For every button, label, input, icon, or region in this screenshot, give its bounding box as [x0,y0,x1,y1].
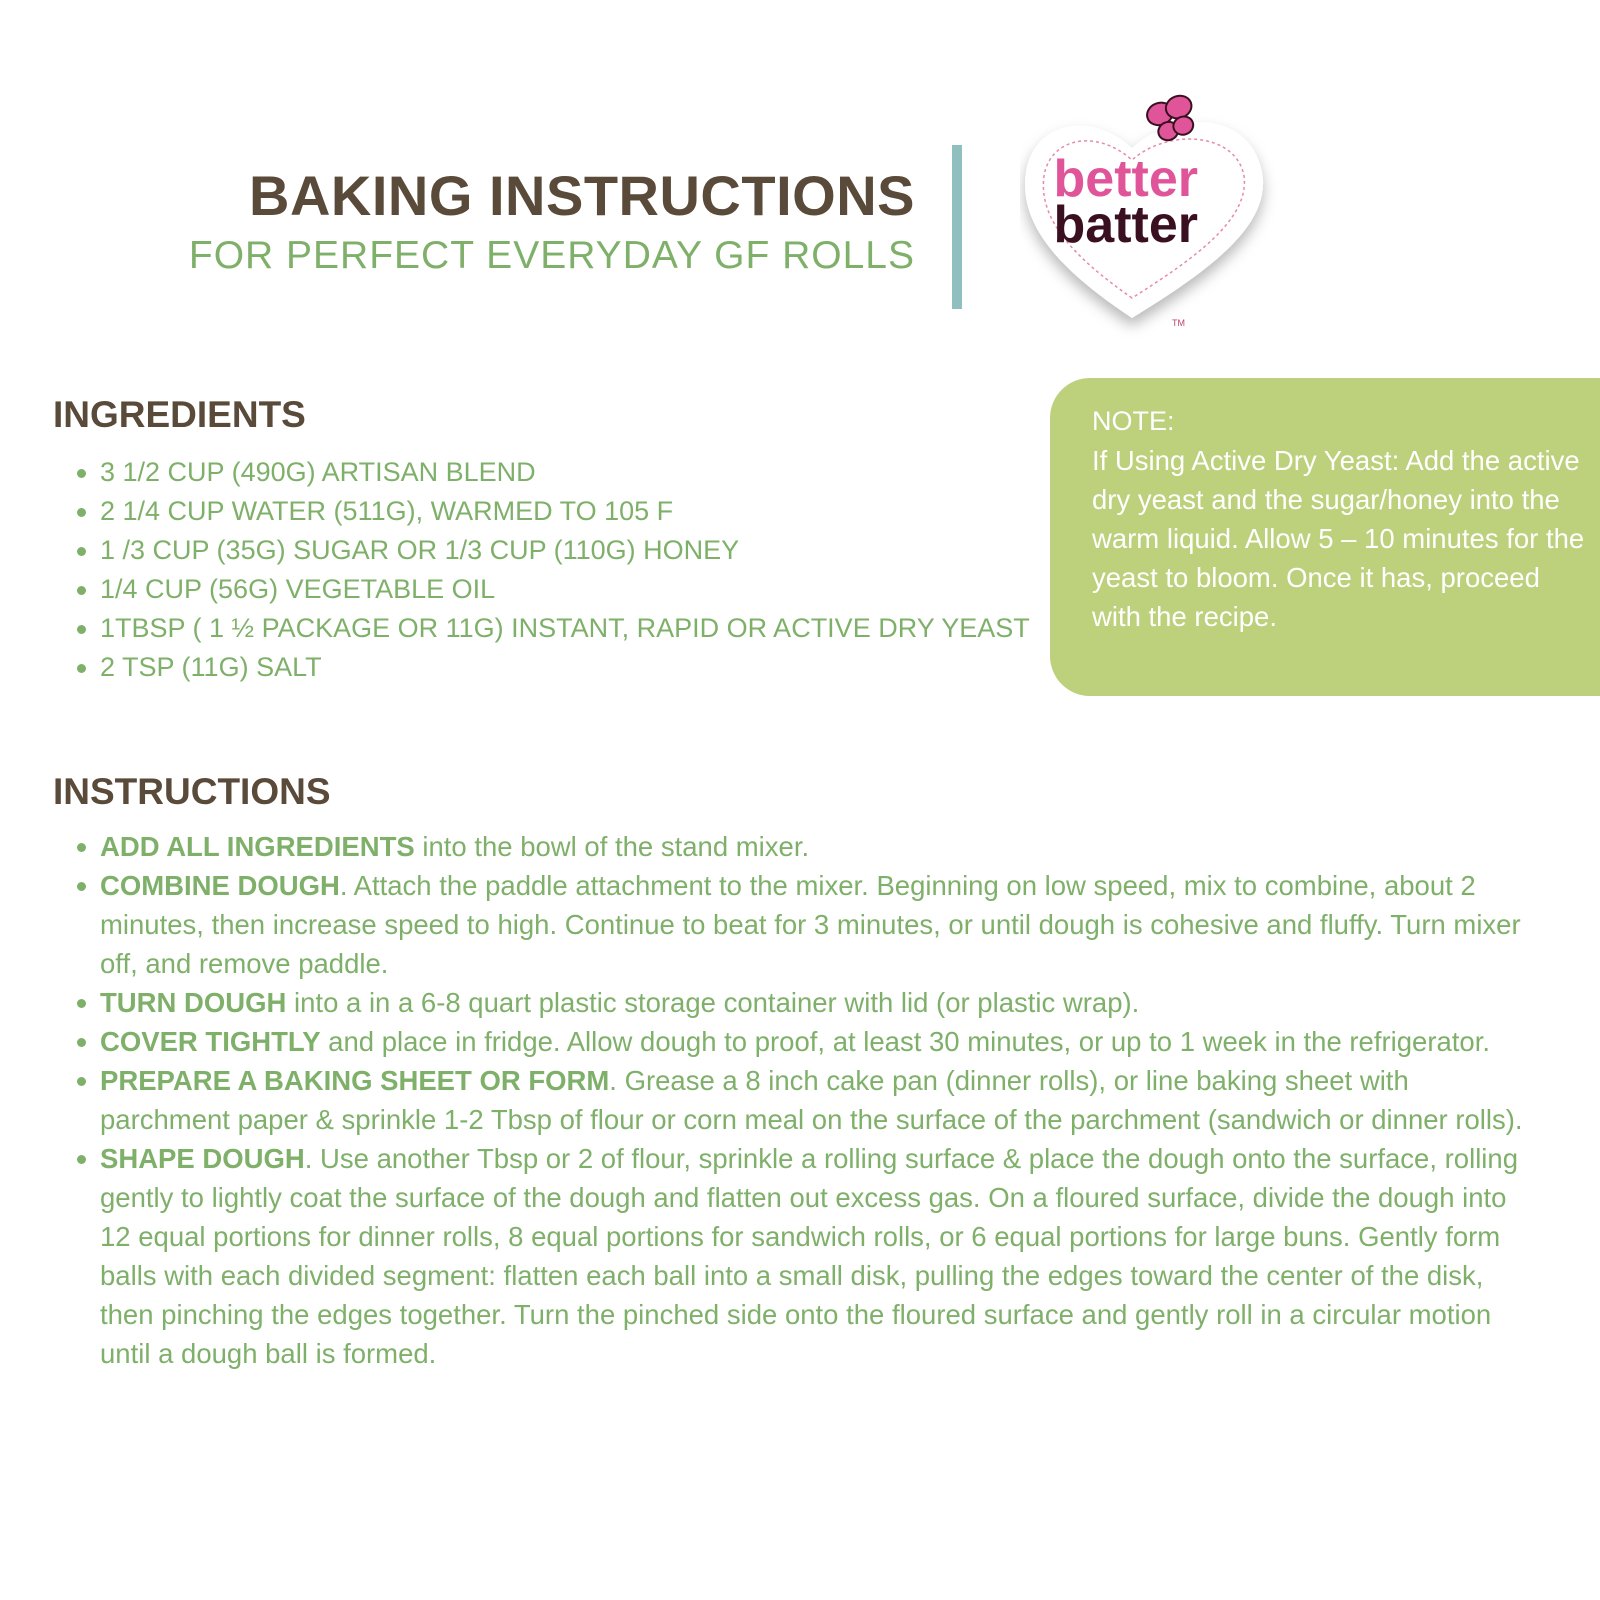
step-lead: TURN DOUGH [100,987,287,1018]
ingredients-heading: INGREDIENTS [53,394,306,435]
list-item: 2 TSP (11G) SALT [70,648,1040,687]
note-label: NOTE: [1092,406,1175,436]
list-item [70,1061,1530,1139]
page-subtitle: FOR PERFECT EVERYDAY GF ROLLS [188,234,915,277]
step-lead: COVER TIGHTLY [100,1026,321,1057]
instructions-heading: INSTRUCTIONS [53,771,331,812]
instructions-list [70,827,1530,1373]
note-box [1050,378,1600,696]
list-item [70,827,1530,866]
note-text: If Using Active Dry Yeast: Add the active dry yeast and the sugar/honey into the warm liquid. Allow 5 – 10 minutes for the yeast to bloom. Once it has, proceed with the recipe. [1092,445,1585,632]
step-lead: COMBINE DOUGH [100,870,340,901]
step-text: . Use another Tbsp or 2 of flour, sprinkle a rolling surface & place the dough onto the surface, rolling gently to lightly coat the surface of the dough and flatten out excess gas. On a floured surface, divide the dough into 12 equal portions for dinner rolls, 8 equal portions for sandwich rolls, or 6 equal portions for large buns. Gently form balls with each divided segment: flatten each ball into a small disk, pulling the edges toward the center of the disk, then pinching the edges together. Turn the pinched side onto the floured surface and gently roll in a circular motion until a dough ball is formed. [100,1143,1518,1369]
step-text: . Attach the paddle attachment to the mixer. Beginning on low speed, mix to combine, about 2 minutes, then increase speed to high. Continue to beat for 3 minutes, or until dough is cohesive and fluffy. Turn mixer off, and remove paddle. [100,870,1521,979]
list-item: 2 1/4 CUP WATER (511G), WARMED TO 105 F [70,492,1040,531]
step-text: . Grease a 8 inch cake pan (dinner rolls), or line baking sheet with parchment paper & sprinkle 1-2 Tbsp of flour or corn meal on the surface of the parchment (sandwich or dinner rolls). [100,1065,1523,1135]
list-item [70,983,1530,1022]
list-item [70,1022,1530,1061]
logo-word-batter: batter [1053,196,1198,254]
step-text: into the bowl of the stand mixer. [414,831,810,862]
page-title: BAKING INSTRUCTIONS [249,164,915,227]
list-item [70,1139,1530,1373]
list-item: 3 1/2 CUP (490G) ARTISAN BLEND [70,453,1040,492]
step-text: into a in a 6-8 quart plastic storage container with lid (or plastic wrap). [286,987,1140,1018]
ingredients-list [70,453,1040,687]
logo-word-better: better [1053,150,1198,208]
step-text: and place in fridge. Allow dough to proof, at least 30 minutes, or up to 1 week in the refrigerator. [320,1026,1490,1057]
step-lead: ADD ALL INGREDIENTS [100,831,415,862]
better-batter-logo [1020,80,1285,360]
list-item: 1 /3 CUP (35G) SUGAR OR 1/3 CUP (110G) HONEY [70,531,1040,570]
step-lead: SHAPE DOUGH [100,1143,305,1174]
list-item: 1/4 CUP (56G) VEGETABLE OIL [70,570,1040,609]
list-item [70,866,1530,983]
logo-trademark: TM [1172,318,1185,328]
step-lead: PREPARE A BAKING SHEET OR FORM [100,1065,610,1096]
list-item: 1TBSP ( 1 ½ PACKAGE OR 11G) INSTANT, RAPID OR ACTIVE DRY YEAST [70,609,1040,648]
header-divider [952,145,962,309]
